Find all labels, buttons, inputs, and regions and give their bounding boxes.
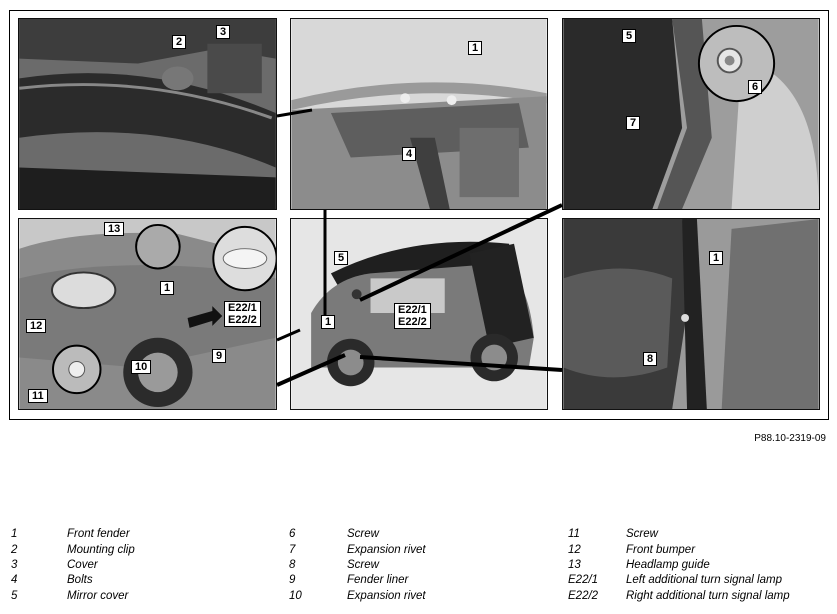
callout-10: 10 xyxy=(131,360,151,374)
callout-11: 11 xyxy=(28,389,48,403)
photo-panel-car-side xyxy=(290,218,548,410)
callout-5: 5 xyxy=(622,29,636,43)
legend-description: Screw xyxy=(347,528,379,540)
legend-number: 10 xyxy=(289,590,302,602)
legend-description: Front bumper xyxy=(626,544,696,556)
callout-5: 5 xyxy=(334,251,348,265)
legend-number: 8 xyxy=(289,559,296,571)
callout-8: 8 xyxy=(643,352,657,366)
legend-description: Screw xyxy=(347,559,379,571)
photo-bolts xyxy=(291,19,547,209)
photo-panel-car-front xyxy=(18,218,277,410)
legend-description: Mirror cover xyxy=(67,590,129,602)
legend-description: Screw xyxy=(626,528,658,540)
legend-number: E22/1 xyxy=(568,574,599,586)
callout-13: 13 xyxy=(104,222,124,236)
legend-number: 2 xyxy=(11,544,18,556)
photo-mounting-clip xyxy=(19,19,276,209)
legend-description: Expansion rivet xyxy=(347,544,426,556)
callout-1: 1 xyxy=(468,41,482,55)
legend-number: 7 xyxy=(289,544,296,556)
callout-2: 2 xyxy=(172,35,186,49)
callout-9: 9 xyxy=(212,349,226,363)
legend-number: 6 xyxy=(289,528,296,540)
callout-1: 1 xyxy=(160,281,174,295)
callout-1: 1 xyxy=(321,315,335,329)
legend-number: 4 xyxy=(11,574,18,586)
figure-code: P88.10-2319-09 xyxy=(754,433,826,444)
photo-panel-mounting-clip xyxy=(18,18,277,210)
photo-panel-mirror-cover xyxy=(562,18,820,210)
photo-panel-fender-edge xyxy=(562,218,820,410)
callout-e22: E22/1 E22/2 xyxy=(394,303,431,329)
legend-description: Mounting clip xyxy=(67,544,135,556)
callout-4: 4 xyxy=(402,147,416,161)
legend-description: Front fender xyxy=(67,528,130,540)
legend-number: E22/2 xyxy=(568,590,599,602)
callout-7: 7 xyxy=(626,116,640,130)
legend-description: Expansion rivet xyxy=(347,590,426,602)
callout-12: 12 xyxy=(26,319,46,333)
photo-fender-edge xyxy=(563,219,819,409)
legend-description: Right additional turn signal lamp xyxy=(626,590,790,602)
legend-description: Headlamp guide xyxy=(626,559,710,571)
callout-3: 3 xyxy=(216,25,230,39)
callout-e22: E22/1 E22/2 xyxy=(224,301,261,327)
legend-number: 13 xyxy=(568,559,581,571)
legend-description: Bolts xyxy=(67,574,93,586)
legend-number: 1 xyxy=(11,528,18,540)
legend-description: Fender liner xyxy=(347,574,409,586)
legend-number: 3 xyxy=(11,559,18,571)
legend-description: Cover xyxy=(67,559,98,571)
photo-mirror-cover xyxy=(563,19,819,209)
legend-number: 11 xyxy=(568,528,580,540)
legend-description: Left additional turn signal lamp xyxy=(626,574,782,586)
legend-number: 5 xyxy=(11,590,18,602)
callout-6: 6 xyxy=(748,80,762,94)
legend-number: 12 xyxy=(568,544,581,556)
photo-panel-bolts xyxy=(290,18,548,210)
legend-number: 9 xyxy=(289,574,296,586)
callout-1: 1 xyxy=(709,251,723,265)
